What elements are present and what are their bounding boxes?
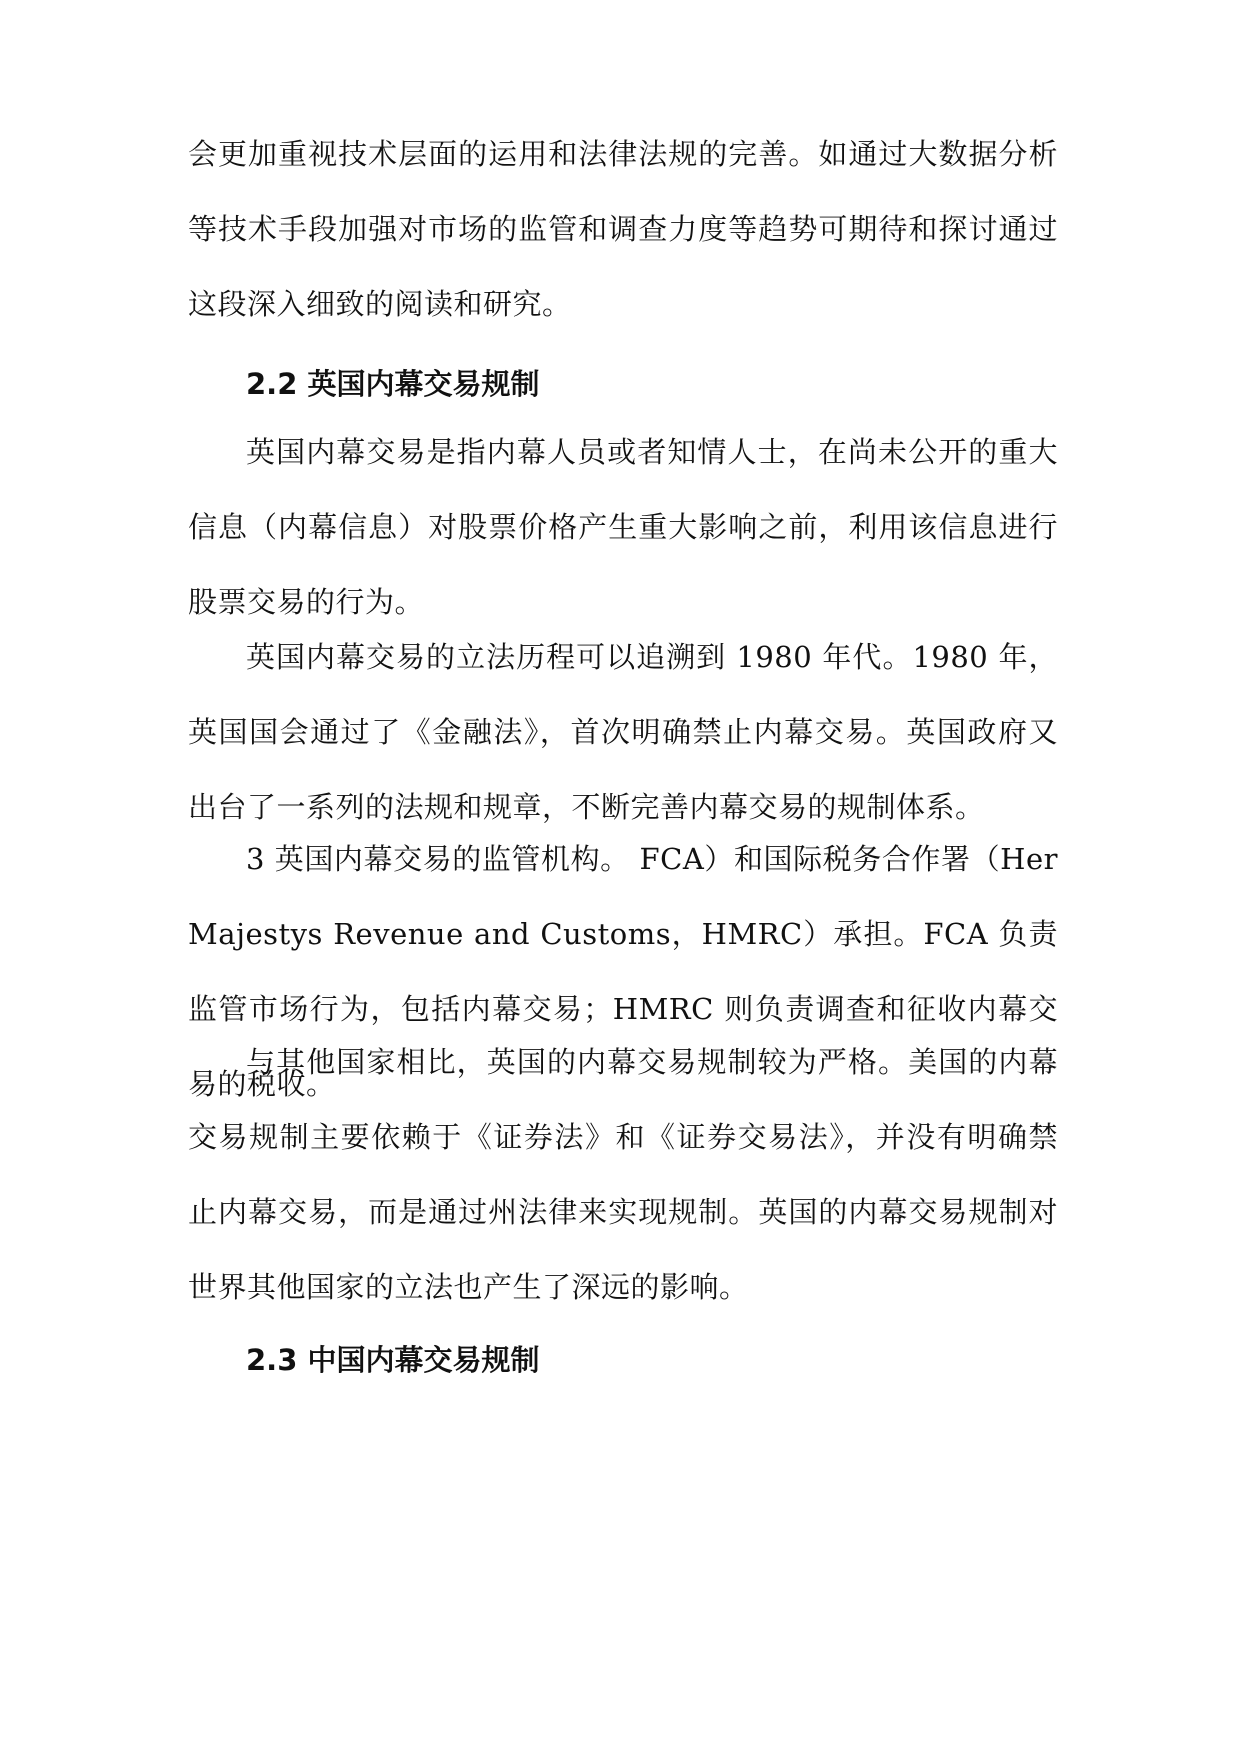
paragraph-comparison: 与其他国家相比，英国的内幕交易规制较为严格。美国的内幕交易规制主要依赖于《证券法》和《证券交易法》，并没有明确禁止内幕交易，而是通过州法律来实现规制。英国的内幕交易规制对世界其他国家的立法也产生了深远的影响。 — [188, 1045, 1058, 1304]
paragraph-definition: 英国内幕交易是指内幕人员或者知情人士，在尚未公开的重大信息（内幕信息）对股票价格产生重大影响之前，利用该信息进行股票交易的行为。 — [188, 435, 1058, 619]
paragraph-regulators: 3 英国内幕交易的监管机构。 FCA）和国际税务合作署（Her Majestys Revenue and Customs，HMRC）承担。FCA 负责监管市场行为，包括内幕交易；HMRC 则负责调查和征收内幕交易的税收。 — [188, 842, 1058, 1101]
section-heading-2-2: 2.2 英国内幕交易规制 — [246, 367, 540, 401]
section-heading-2-3: 2.3 中国内幕交易规制 — [246, 1343, 540, 1377]
paragraph-legislative-history: 英国内幕交易的立法历程可以追溯到 1980 年代。1980 年，英国国会通过了《金融法》，首次明确禁止内幕交易。英国政府又出台了一系列的法规和规章，不断完善内幕交易的规制体系。 — [188, 640, 1058, 824]
paragraph-continuation: 会更加重视技术层面的运用和法律法规的完善。如通过大数据分析等技术手段加强对市场的监管和调查力度等趋势可期待和探讨通过这段深入细致的阅读和研究。 — [188, 137, 1058, 321]
